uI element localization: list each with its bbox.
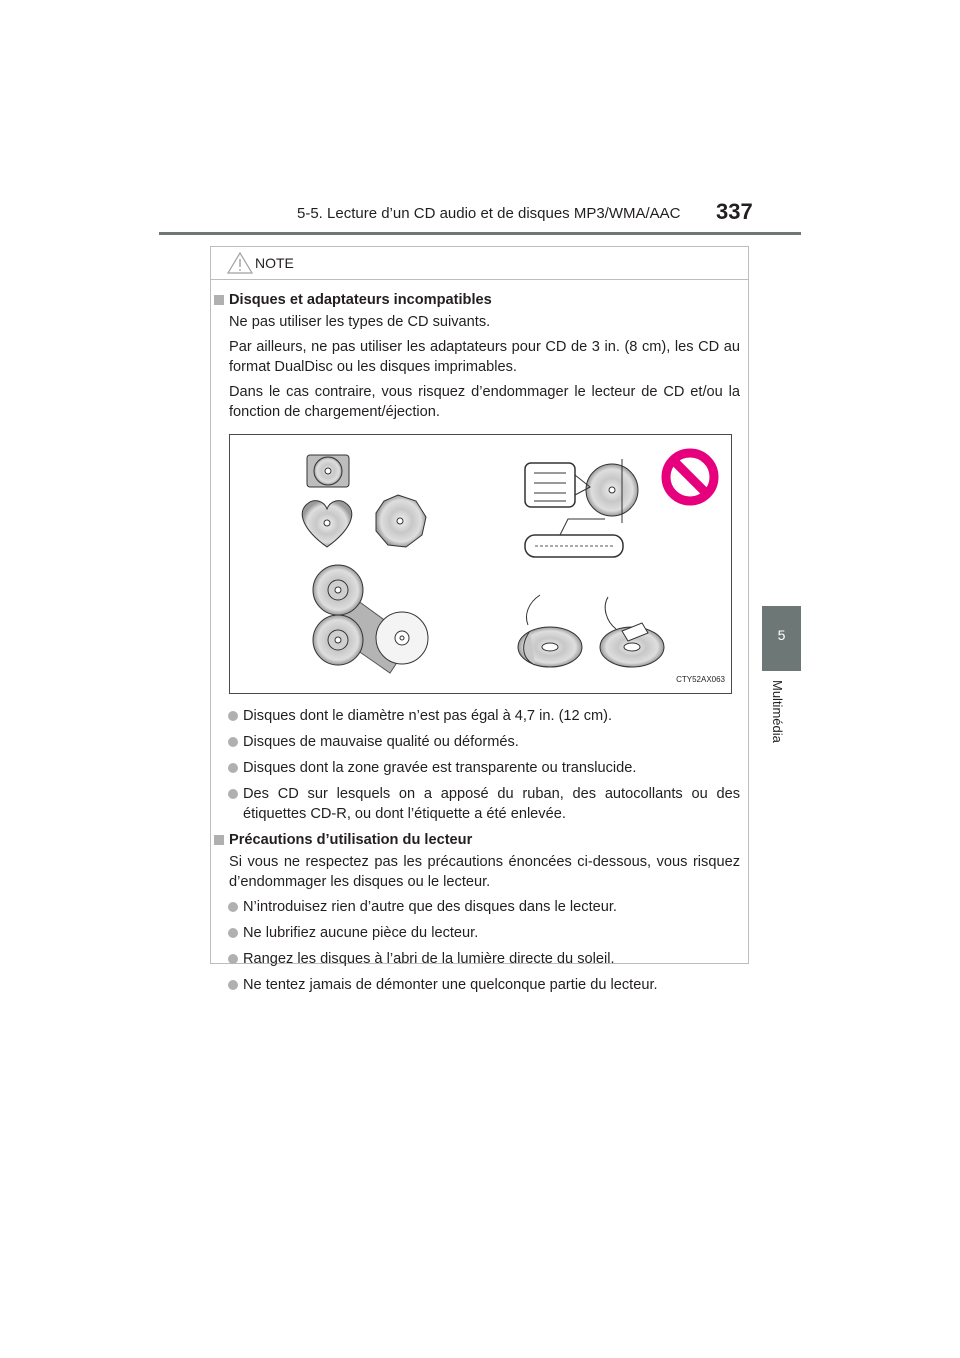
note-box bbox=[210, 246, 749, 993]
square-disc-icon bbox=[307, 455, 349, 487]
round-bullet-icon bbox=[228, 902, 238, 912]
list-item-text: Ne tentez jamais de démonter une quelconque partie du lecteur. bbox=[243, 977, 658, 993]
note-content bbox=[211, 287, 748, 1001]
list-item-text: N’introduisez rien d’autre que des disques dans le lecteur. bbox=[243, 899, 617, 915]
dualdisc-section-icon bbox=[525, 459, 638, 557]
note-label: NOTE bbox=[255, 255, 294, 271]
figure-code: CTY52AX063 bbox=[676, 675, 725, 684]
square-bullet-icon bbox=[214, 835, 224, 845]
note-header bbox=[211, 247, 748, 280]
warning-icon bbox=[227, 251, 253, 275]
round-bullet-icon bbox=[228, 928, 238, 938]
list-item bbox=[211, 949, 748, 969]
chapter-label: Multimédia bbox=[770, 680, 785, 743]
list-item bbox=[211, 706, 748, 726]
page-number: 337 bbox=[716, 199, 753, 224]
polygon-disc-icon bbox=[376, 495, 426, 547]
round-bullet-icon bbox=[228, 980, 238, 990]
damaged-disc-icon bbox=[518, 595, 582, 667]
incompatible-discs-figure bbox=[229, 434, 732, 694]
round-bullet-icon bbox=[228, 711, 238, 721]
paragraph: Par ailleurs, ne pas utiliser les adaptateurs pour CD de 3 in. (8 cm), les CD au format DualDisc ou les disques imprimables. bbox=[229, 339, 740, 375]
section-title bbox=[211, 830, 748, 850]
list-item-text: Ne lubrifiez aucune pièce du lecteur. bbox=[243, 925, 479, 941]
heart-disc-icon bbox=[302, 501, 351, 547]
list-item-text: Disques dont le diamètre n’est pas égal à 4,7 in. (12 cm). bbox=[243, 708, 613, 724]
prohibition-icon bbox=[666, 453, 714, 501]
list-item bbox=[211, 732, 748, 752]
paragraph: Dans le cas contraire, vous risquez d’endommager le lecteur de CD et/ou la fonction de chargement/éjection. bbox=[229, 384, 740, 420]
list-item bbox=[211, 897, 748, 917]
list-item-text: Disques de mauvaise qualité ou déformés. bbox=[243, 734, 519, 750]
header-rule bbox=[159, 232, 801, 235]
section-title-text: Disques et adaptateurs incompatibles bbox=[229, 292, 492, 308]
list-item bbox=[211, 923, 748, 943]
list-item bbox=[211, 784, 748, 824]
small-disc-adaptor-icon bbox=[313, 565, 428, 673]
taped-disc-icon bbox=[600, 597, 664, 667]
paragraph: Si vous ne respectez pas les précautions énoncées ci-dessous, vous risquez d’endommager les disques ou le lecteur. bbox=[229, 854, 740, 890]
list-item-text: Disques dont la zone gravée est transparente ou translucide. bbox=[243, 760, 637, 776]
square-bullet-icon bbox=[214, 295, 224, 305]
round-bullet-icon bbox=[228, 763, 238, 773]
round-bullet-icon bbox=[228, 737, 238, 747]
section-title-text: Précautions d’utilisation du lecteur bbox=[229, 832, 473, 848]
header-title: 5-5. Lecture d’un CD audio et de disques MP3/WMA/AAC bbox=[297, 205, 681, 222]
list-item-text: Rangez les disques à l’abri de la lumière directe du soleil. bbox=[243, 951, 615, 967]
discs-illustration bbox=[230, 435, 731, 693]
chapter-tab: 5 bbox=[762, 606, 801, 671]
list-item-text: Des CD sur lesquels on a apposé du ruban, des autocollants ou des étiquettes CD-R, ou dont l’étiquette a été enlevée. bbox=[243, 786, 740, 822]
list-item bbox=[211, 975, 748, 995]
round-bullet-icon bbox=[228, 789, 238, 799]
list-item bbox=[211, 758, 748, 778]
paragraph: Ne pas utiliser les types de CD suivants. bbox=[229, 314, 491, 330]
round-bullet-icon bbox=[228, 954, 238, 964]
section-title bbox=[211, 290, 748, 310]
